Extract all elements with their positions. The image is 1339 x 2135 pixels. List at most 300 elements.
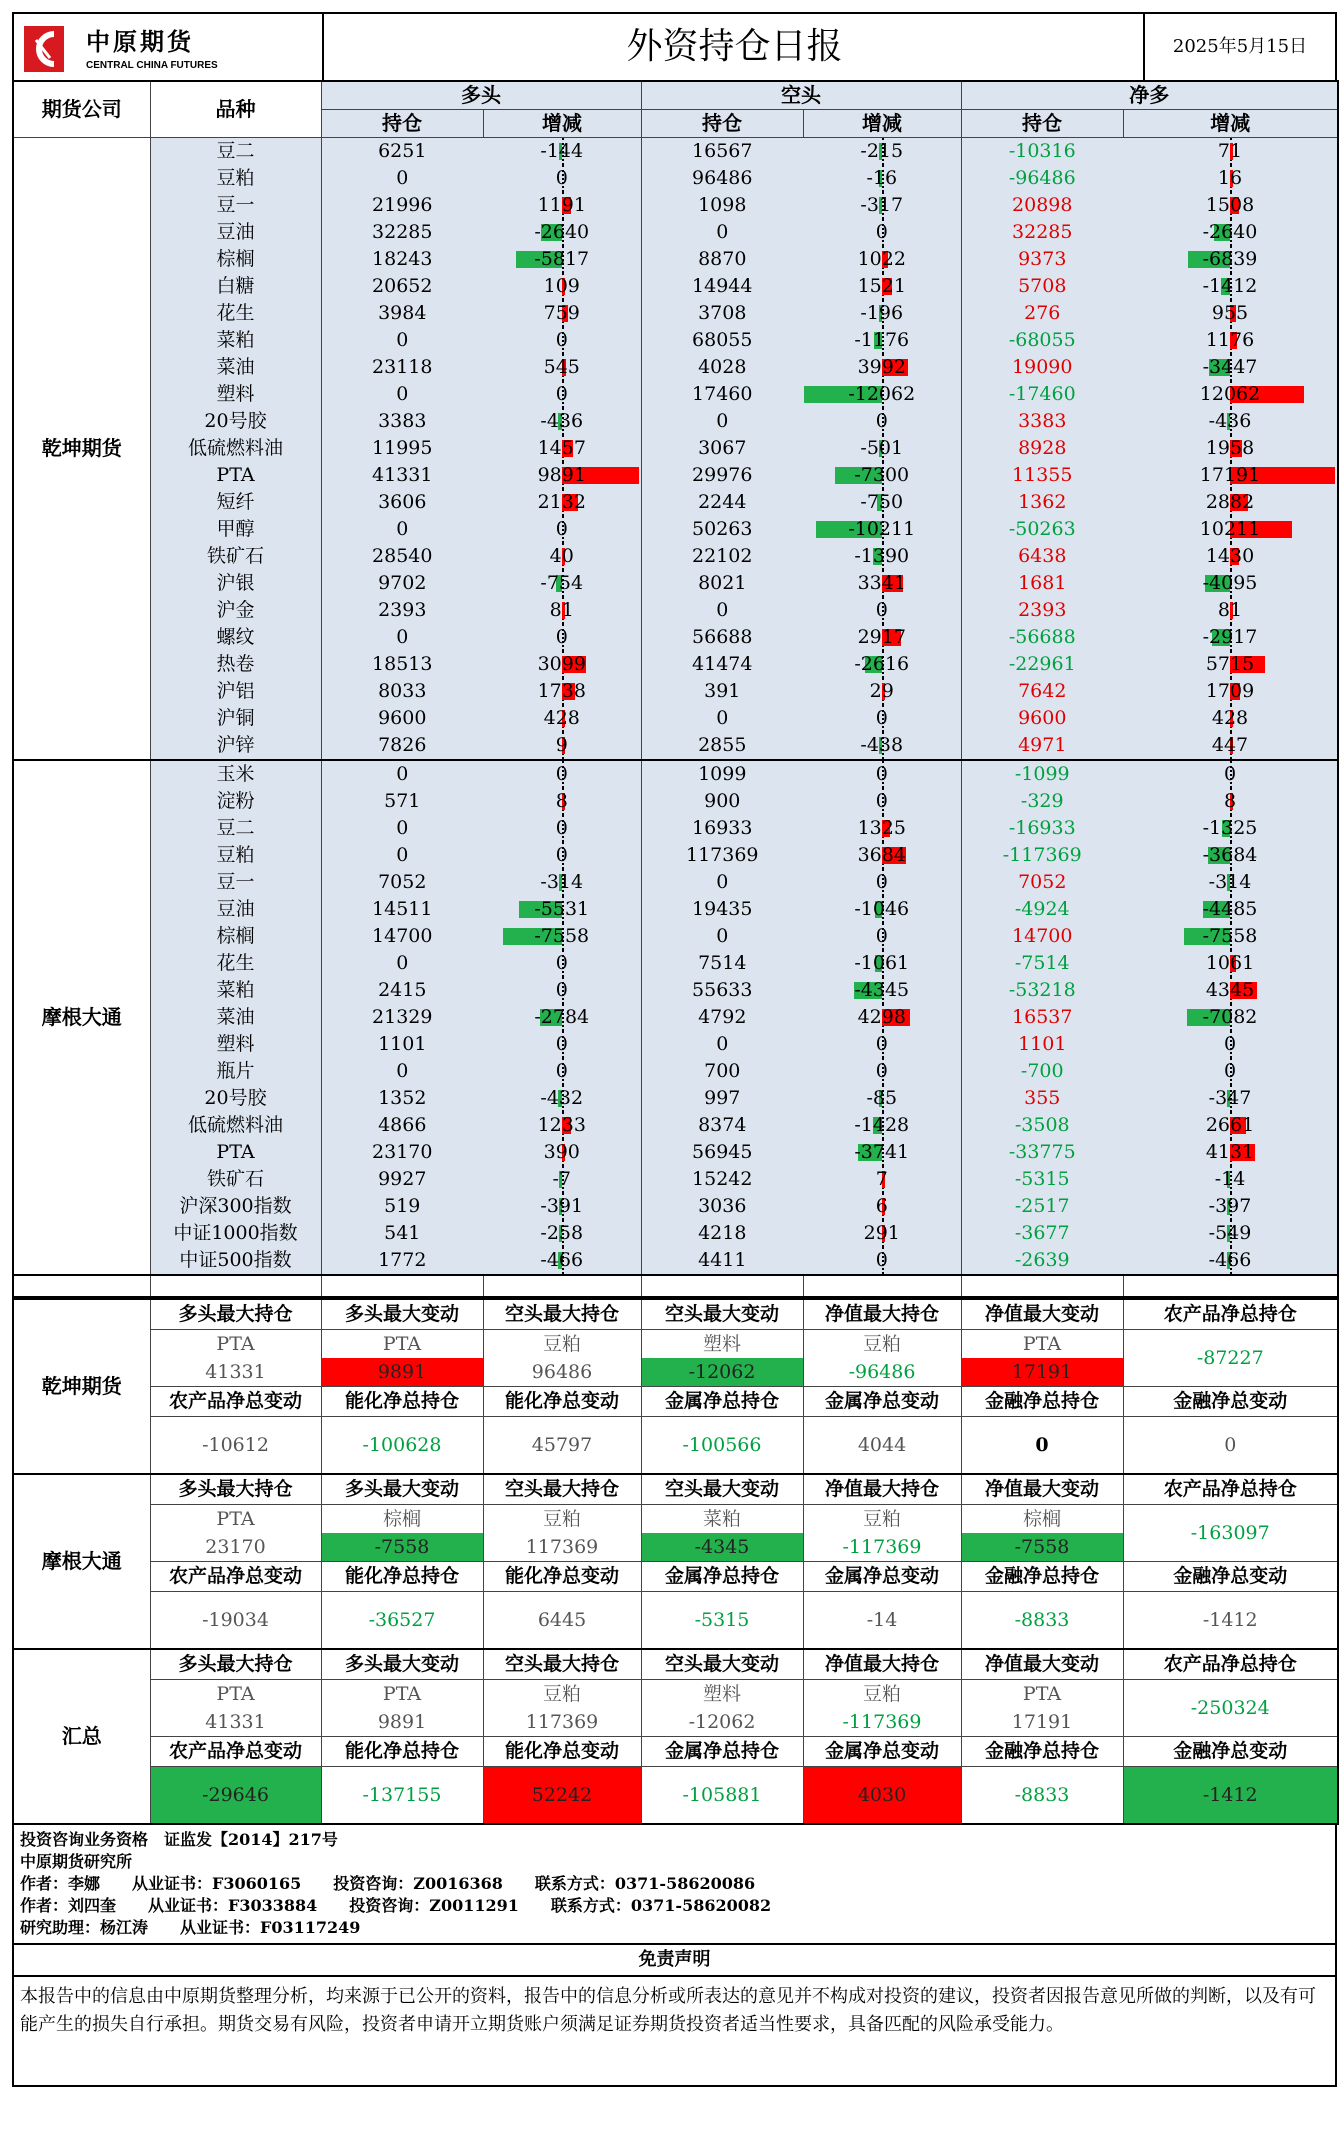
- change-value: 0: [875, 221, 888, 243]
- summary-value: -96486: [848, 1361, 916, 1383]
- summary-label: 金属净总持仓: [641, 1737, 803, 1767]
- net-position: 8928: [961, 435, 1123, 462]
- short-position: 4218: [641, 1220, 803, 1247]
- change-value: 29: [869, 680, 894, 702]
- short-position: 0: [641, 1031, 803, 1058]
- summary-label: 金融净总变动: [1123, 1737, 1338, 1767]
- summary-product: 豆粕: [542, 1683, 581, 1705]
- summary-label: 金属净总变动: [803, 1387, 961, 1417]
- change-value: 40: [549, 545, 574, 567]
- change-cell: [1123, 1193, 1338, 1220]
- change-value: -5531: [534, 898, 590, 920]
- change-value: 0: [875, 1033, 888, 1055]
- change-value: 428: [543, 707, 580, 729]
- table-row: [13, 732, 1338, 760]
- summary-value: 117369: [525, 1711, 599, 1733]
- net-position: -1099: [961, 760, 1123, 788]
- summary-value-cell: [321, 1330, 483, 1387]
- summary-label: 能化净总持仓: [321, 1387, 483, 1417]
- disclaimer-title: 免责声明: [12, 1945, 1337, 1977]
- net-position: 14700: [961, 923, 1123, 950]
- summary-label: 农产品净总持仓: [1123, 1299, 1338, 1330]
- product-name: 豆二: [150, 815, 321, 842]
- long-position: 23170: [321, 1139, 483, 1166]
- change-value: 6: [875, 1195, 888, 1217]
- change-cell: [1123, 977, 1338, 1004]
- summary-value: 17191: [962, 1358, 1123, 1386]
- summary-label-row: [13, 1387, 1338, 1417]
- change-value: -314: [540, 871, 584, 893]
- change-cell: [803, 1247, 961, 1275]
- change-value: -750: [860, 491, 904, 513]
- short-position: 3036: [641, 1193, 803, 1220]
- change-value: -1428: [854, 1114, 910, 1136]
- change-cell: [483, 192, 641, 219]
- change-value: -7558: [534, 925, 590, 947]
- summary-value: 9891: [322, 1358, 483, 1386]
- table-row: [13, 1004, 1338, 1031]
- product-name: 热卷: [150, 651, 321, 678]
- change-value: -1176: [854, 329, 910, 351]
- change-value: 0: [555, 844, 568, 866]
- change-cell: [1123, 705, 1338, 732]
- change-value: -1325: [1202, 817, 1258, 839]
- change-value: 0: [555, 518, 568, 540]
- change-value: 1061: [1205, 952, 1255, 974]
- change-cell: [803, 327, 961, 354]
- summary-label: 多头最大持仓: [150, 1299, 321, 1330]
- short-position: 19435: [641, 896, 803, 923]
- table-row: [13, 1220, 1338, 1247]
- table-row: [13, 516, 1338, 543]
- change-value: 17191: [1199, 464, 1261, 486]
- long-position: 1772: [321, 1247, 483, 1275]
- logo-mark-icon: [24, 26, 64, 72]
- change-cell: [483, 570, 641, 597]
- change-cell: [803, 300, 961, 327]
- change-cell: [1123, 1139, 1338, 1166]
- change-value: 545: [543, 356, 580, 378]
- spacer-row: [13, 1275, 1338, 1297]
- change-cell: [1123, 300, 1338, 327]
- spacer-cell: [321, 1275, 483, 1297]
- change-value: 1508: [1205, 194, 1255, 216]
- change-value: 0: [555, 817, 568, 839]
- change-cell: [1123, 923, 1338, 950]
- change-cell: [803, 923, 961, 950]
- change-value: 3099: [537, 653, 586, 675]
- long-position: 9927: [321, 1166, 483, 1193]
- change-value: -2784: [534, 1006, 590, 1028]
- table-row: [13, 138, 1338, 166]
- summary-value: -7558: [322, 1533, 483, 1561]
- summary-company: 摩根大通: [13, 1474, 150, 1649]
- change-cell: [803, 246, 961, 273]
- note-line: 作者：刘四奎 从业证书：F3033884 投资咨询：Z0011291 联系方式：0371-58620082: [20, 1896, 772, 1915]
- change-value: 7: [875, 1168, 888, 1190]
- table-row: [13, 408, 1338, 435]
- table-row: [13, 788, 1338, 815]
- short-position: 29976: [641, 462, 803, 489]
- change-value: 0: [875, 925, 888, 947]
- short-position: 1098: [641, 192, 803, 219]
- summary-value-cell: [483, 1680, 641, 1737]
- net-position: 7642: [961, 678, 1123, 705]
- table-row: [13, 1139, 1338, 1166]
- summary-value-cell: [150, 1505, 321, 1562]
- change-value: -5817: [534, 248, 590, 270]
- short-position: 2855: [641, 732, 803, 760]
- summary-label: 农产品净总变动: [150, 1387, 321, 1417]
- summary-label: 净值最大持仓: [803, 1299, 961, 1330]
- change-value: -432: [540, 1087, 584, 1109]
- summary-product: PTA: [382, 1683, 422, 1705]
- table-row: [13, 977, 1338, 1004]
- summary-value-cell: [961, 1330, 1123, 1387]
- change-value: -4485: [1202, 898, 1258, 920]
- change-cell: [1123, 543, 1338, 570]
- net-position: -10316: [961, 138, 1123, 166]
- change-value: 81: [549, 599, 574, 621]
- summary-value-cell: [150, 1330, 321, 1387]
- change-cell: [1123, 570, 1338, 597]
- product-name: 沪锌: [150, 732, 321, 760]
- product-name: 花生: [150, 300, 321, 327]
- change-value: 0: [555, 1060, 568, 1082]
- summary-product: 塑料: [702, 1333, 741, 1355]
- short-position: 56945: [641, 1139, 803, 1166]
- change-value: 0: [555, 167, 568, 189]
- summary-value-cell: [641, 1330, 803, 1387]
- summary-value-cell: [803, 1680, 961, 1737]
- long-position: 3984: [321, 300, 483, 327]
- change-value: 0: [1223, 763, 1237, 785]
- change-cell: [803, 678, 961, 705]
- summary-value: 45797: [483, 1417, 641, 1475]
- change-cell: [1123, 165, 1338, 192]
- long-position: 3383: [321, 408, 483, 435]
- change-cell: [1123, 842, 1338, 869]
- summary-product: PTA: [382, 1333, 422, 1355]
- summary-value-cell: [321, 1680, 483, 1737]
- summary-value-cell: [803, 1505, 961, 1562]
- col-company: 期货公司: [13, 81, 150, 138]
- change-value: 9: [555, 734, 568, 756]
- short-position: 16567: [641, 138, 803, 166]
- product-name: 沪银: [150, 570, 321, 597]
- change-value: 1022: [857, 248, 906, 270]
- summary-label: 金属净总持仓: [641, 1562, 803, 1592]
- change-value: 8: [555, 790, 568, 812]
- short-position: 700: [641, 1058, 803, 1085]
- change-value: -1061: [854, 952, 910, 974]
- change-value: 0: [875, 707, 888, 729]
- summary-label: 净值最大持仓: [803, 1474, 961, 1505]
- table-row: [13, 300, 1338, 327]
- change-cell: [483, 462, 641, 489]
- net-position: 32285: [961, 219, 1123, 246]
- change-cell: [483, 678, 641, 705]
- change-cell: [1123, 246, 1338, 273]
- net-position: 1362: [961, 489, 1123, 516]
- change-cell: [483, 543, 641, 570]
- summary-value: -117369: [842, 1711, 922, 1733]
- product-name: 甲醇: [150, 516, 321, 543]
- net-position: 4971: [961, 732, 1123, 760]
- net-position: -17460: [961, 381, 1123, 408]
- net-position: 355: [961, 1085, 1123, 1112]
- net-position: -3677: [961, 1220, 1123, 1247]
- change-value: -436: [1208, 410, 1252, 432]
- change-cell: [483, 1139, 641, 1166]
- change-cell: [1123, 489, 1338, 516]
- table-row: [13, 842, 1338, 869]
- short-position: 14944: [641, 273, 803, 300]
- summary-label: 能化净总变动: [483, 1562, 641, 1592]
- product-name: 中证1000指数: [150, 1220, 321, 1247]
- summary-value-row: [13, 1680, 1338, 1737]
- summary-value: 41331: [205, 1361, 266, 1383]
- summary-label-row: [13, 1562, 1338, 1592]
- change-cell: [803, 1058, 961, 1085]
- summary-product: 豆粕: [862, 1683, 901, 1705]
- summary-value: 4044: [803, 1417, 961, 1475]
- summary-value-cell: [1123, 1330, 1338, 1387]
- summary-label: 农产品净总变动: [150, 1562, 321, 1592]
- short-position: 68055: [641, 327, 803, 354]
- summary-label-row: [13, 1649, 1338, 1680]
- change-value: 0: [555, 329, 568, 351]
- short-position: 55633: [641, 977, 803, 1004]
- change-value: 0: [555, 952, 568, 974]
- spacer-cell: [803, 1275, 961, 1297]
- change-cell: [483, 977, 641, 1004]
- short-position: 50263: [641, 516, 803, 543]
- summary-label: 空头最大变动: [641, 1299, 803, 1330]
- summary-product: 塑料: [702, 1683, 741, 1705]
- col-product: 品种: [150, 81, 321, 138]
- product-name: 中证500指数: [150, 1247, 321, 1275]
- change-value: -4345: [854, 979, 910, 1001]
- net-position: -22961: [961, 651, 1123, 678]
- change-value: -7558: [1202, 925, 1258, 947]
- net-position: 19090: [961, 354, 1123, 381]
- summary-value: -163097: [1190, 1522, 1270, 1544]
- short-position: 900: [641, 788, 803, 815]
- summary-value: -36527: [321, 1592, 483, 1650]
- product-name: 豆二: [150, 138, 321, 166]
- col-short-position: 持仓: [641, 110, 803, 138]
- product-name: 铁矿石: [150, 1166, 321, 1193]
- change-cell: [803, 408, 961, 435]
- col-net-position: 持仓: [961, 110, 1123, 138]
- long-position: 0: [321, 516, 483, 543]
- change-value: 291: [863, 1222, 900, 1244]
- change-cell: [1123, 597, 1338, 624]
- summary-label: 空头最大持仓: [483, 1649, 641, 1680]
- short-position: 0: [641, 597, 803, 624]
- change-cell: [803, 516, 961, 543]
- summary-value-cell: [1123, 1680, 1338, 1737]
- summary-value: 96486: [531, 1361, 593, 1383]
- note-line: 作者：李娜 从业证书：F3060165 投资咨询：Z0016368 联系方式：0371-58620086: [20, 1874, 756, 1893]
- short-position: 96486: [641, 165, 803, 192]
- summary-value: 4030: [803, 1767, 961, 1825]
- short-position: 0: [641, 869, 803, 896]
- change-cell: [803, 354, 961, 381]
- product-name: 棕榈: [150, 923, 321, 950]
- table-row: [13, 273, 1338, 300]
- change-cell: [1123, 1031, 1338, 1058]
- summary-label: 能化净总持仓: [321, 1562, 483, 1592]
- long-position: 2415: [321, 977, 483, 1004]
- summary-label: 净值最大持仓: [803, 1649, 961, 1680]
- short-position: 8021: [641, 570, 803, 597]
- summary-label: 金融净总持仓: [961, 1737, 1123, 1767]
- change-value: -438: [860, 734, 904, 756]
- summary-value-cell: [803, 1330, 961, 1387]
- table-row: [13, 815, 1338, 842]
- change-cell: [803, 435, 961, 462]
- change-cell: [1123, 219, 1338, 246]
- change-cell: [803, 138, 961, 166]
- change-cell: [803, 381, 961, 408]
- product-name: 玉米: [150, 760, 321, 788]
- summary-product: 菜粕: [702, 1508, 741, 1530]
- table-row: [13, 327, 1338, 354]
- table-row: [13, 1085, 1338, 1112]
- change-value: -436: [540, 410, 584, 432]
- long-position: 519: [321, 1193, 483, 1220]
- change-cell: [1123, 678, 1338, 705]
- summary-value: -4345: [642, 1533, 803, 1561]
- summary-value-row: [13, 1330, 1338, 1387]
- net-position: 16537: [961, 1004, 1123, 1031]
- summary-value-cell: [961, 1505, 1123, 1562]
- change-value: 0: [555, 383, 568, 405]
- summary-value: -100628: [321, 1417, 483, 1475]
- change-value: -215: [860, 140, 904, 162]
- change-cell: [803, 842, 961, 869]
- long-position: 6251: [321, 138, 483, 166]
- change-cell: [483, 219, 641, 246]
- summary-value-row: [13, 1417, 1338, 1475]
- change-value: 0: [875, 790, 888, 812]
- change-cell: [803, 192, 961, 219]
- summary-label: 多头最大变动: [321, 1649, 483, 1680]
- change-value: 1430: [1205, 545, 1255, 567]
- summary-value-cell: [1123, 1505, 1338, 1562]
- long-position: 14700: [321, 923, 483, 950]
- summary-value: -1412: [1123, 1767, 1338, 1825]
- long-position: 0: [321, 760, 483, 788]
- product-name: 沪金: [150, 597, 321, 624]
- change-value: 1325: [857, 817, 906, 839]
- company-logo: [14, 14, 324, 80]
- net-position: -4924: [961, 896, 1123, 923]
- change-value: 71: [1217, 140, 1243, 162]
- short-position: 56688: [641, 624, 803, 651]
- change-value: -258: [540, 1222, 584, 1244]
- change-cell: [803, 815, 961, 842]
- net-position: 1681: [961, 570, 1123, 597]
- summary-label: 金融净总变动: [1123, 1387, 1338, 1417]
- change-cell: [1123, 462, 1338, 489]
- summary-product: PTA: [1022, 1683, 1062, 1705]
- short-position: 22102: [641, 543, 803, 570]
- logo-en: CENTRAL CHINA FUTURES: [86, 60, 218, 71]
- summary-product: 豆粕: [862, 1508, 901, 1530]
- change-value: -347: [1208, 1087, 1252, 1109]
- summary-label: 空头最大变动: [641, 1474, 803, 1505]
- col-short: 空头: [641, 81, 961, 110]
- change-value: -10211: [848, 518, 916, 540]
- summary-value: -29646: [150, 1767, 321, 1825]
- summary-product: 豆粕: [542, 1508, 581, 1530]
- summary-product: 豆粕: [862, 1333, 901, 1355]
- change-cell: [483, 1220, 641, 1247]
- spacer-cell: [961, 1275, 1123, 1297]
- summary-value-row: [13, 1767, 1338, 1825]
- change-cell: [1123, 651, 1338, 678]
- table-row: [13, 624, 1338, 651]
- product-name: 淀粉: [150, 788, 321, 815]
- summary-label: 空头最大持仓: [483, 1299, 641, 1330]
- change-cell: [803, 570, 961, 597]
- long-position: 541: [321, 1220, 483, 1247]
- long-position: 8033: [321, 678, 483, 705]
- logo-cn: 中原期货: [86, 27, 194, 56]
- table-row: [13, 1166, 1338, 1193]
- short-position: 3708: [641, 300, 803, 327]
- product-name: 短纤: [150, 489, 321, 516]
- change-cell: [1123, 732, 1338, 760]
- summary-label: 多头最大持仓: [150, 1649, 321, 1680]
- change-cell: [803, 732, 961, 760]
- long-position: 2393: [321, 597, 483, 624]
- product-name: 菜油: [150, 354, 321, 381]
- change-value: 3992: [857, 356, 906, 378]
- change-value: 0: [555, 979, 568, 1001]
- summary-value-cell: [483, 1505, 641, 1562]
- change-cell: [1123, 138, 1338, 166]
- change-value: 0: [875, 599, 888, 621]
- summary-label: 金融净总持仓: [961, 1387, 1123, 1417]
- change-cell: [483, 869, 641, 896]
- change-cell: [803, 705, 961, 732]
- summary-label: 金融净总变动: [1123, 1562, 1338, 1592]
- col-long-change: 增减: [483, 110, 641, 138]
- summary-label: 净值最大变动: [961, 1474, 1123, 1505]
- summary-label: 金属净总持仓: [641, 1387, 803, 1417]
- change-cell: [1123, 1220, 1338, 1247]
- change-cell: [803, 624, 961, 651]
- short-position: 7514: [641, 950, 803, 977]
- summary-value-cell: [961, 1680, 1123, 1737]
- col-net: 净多: [961, 81, 1338, 110]
- change-cell: [803, 1085, 961, 1112]
- long-position: 9600: [321, 705, 483, 732]
- change-cell: [803, 651, 961, 678]
- change-cell: [803, 219, 961, 246]
- change-value: 0: [875, 763, 888, 785]
- summary-label: 净值最大变动: [961, 1649, 1123, 1680]
- product-name: 沪铜: [150, 705, 321, 732]
- long-position: 1101: [321, 1031, 483, 1058]
- summary-company: 汇总: [13, 1649, 150, 1824]
- net-position: -700: [961, 1058, 1123, 1085]
- change-cell: [803, 1112, 961, 1139]
